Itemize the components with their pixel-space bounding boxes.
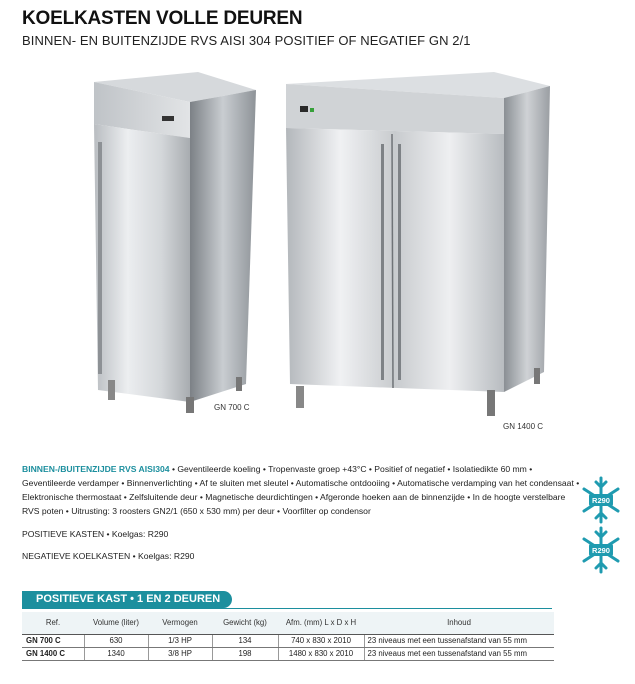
description-lead: BINNEN-/BUITENZIJDE RVS AISI304 xyxy=(22,464,170,474)
table-cell: GN 1400 C xyxy=(22,647,84,660)
product-description xyxy=(22,462,580,518)
column-header: Inhoud xyxy=(364,612,554,634)
r290-snowflake-icon xyxy=(582,476,620,529)
table-cell: 1/3 HP xyxy=(148,634,212,647)
description-body: • Geventileerde koeling • Tropenvaste groep +43°C • Positief of negatief • Isolatiedikte 60 mm • Geventileerde verdamper • Binnenverlichting • Af te sluiten met sleutel • Automatische ontdooiing • Automatische verdamping van het condensaat • Elektronische thermostaat • Zelfsluitende deur • Magnetische deurdichtingen • Afgeronde hoeken aan de binnenzijde • In de hoogte verstelbare RVS poten • Uitrusting: 3 roosters GN2/1 (650 x 530 mm) per deur • Voorfilter op condensor xyxy=(22,464,580,516)
table-cell: 134 xyxy=(212,634,278,647)
table-cell: 3/8 HP xyxy=(148,647,212,660)
table-cell: 740 x 830 x 2010 xyxy=(278,634,364,647)
badge-text: R290 xyxy=(592,546,610,555)
negative-cabinets-line: NEGATIEVE KOELKASTEN • Koelgas: R290 xyxy=(22,551,195,561)
section-divider xyxy=(22,608,552,609)
table-cell: 23 niveaus met een tussenafstand van 55 mm xyxy=(364,647,554,660)
product-image-gn700c xyxy=(86,72,256,417)
table-cell: 1340 xyxy=(84,647,148,660)
table-header-row xyxy=(22,612,554,634)
table-row xyxy=(22,647,554,660)
column-header: Ref. xyxy=(22,612,84,634)
product-image-gn1400c xyxy=(282,72,550,432)
product-label-gn700c: GN 700 C xyxy=(214,403,250,412)
column-header: Afm. (mm) L x D x H xyxy=(278,612,364,634)
spec-table xyxy=(22,612,554,661)
table-cell: 23 niveaus met een tussenafstand van 55 mm xyxy=(364,634,554,647)
table-cell: 630 xyxy=(84,634,148,647)
badge-text: R290 xyxy=(592,496,610,505)
section-header: POSITIEVE KAST • 1 EN 2 DEUREN xyxy=(22,591,232,608)
table-cell: 1480 x 830 x 2010 xyxy=(278,647,364,660)
r290-snowflake-icon xyxy=(582,526,620,579)
table-cell: 198 xyxy=(212,647,278,660)
page-subtitle: BINNEN- EN BUITENZIJDE RVS AISI 304 POSITIEF OF NEGATIEF GN 2/1 xyxy=(22,33,471,48)
positive-cabinets-line: POSITIEVE KASTEN • Koelgas: R290 xyxy=(22,529,169,539)
column-header: Gewicht (kg) xyxy=(212,612,278,634)
page-title: KOELKASTEN VOLLE DEUREN xyxy=(22,8,303,29)
table-cell: GN 700 C xyxy=(22,634,84,647)
column-header: Vermogen xyxy=(148,612,212,634)
product-label-gn1400c: GN 1400 C xyxy=(503,422,544,431)
table-row xyxy=(22,634,554,647)
column-header: Volume (liter) xyxy=(84,612,148,634)
